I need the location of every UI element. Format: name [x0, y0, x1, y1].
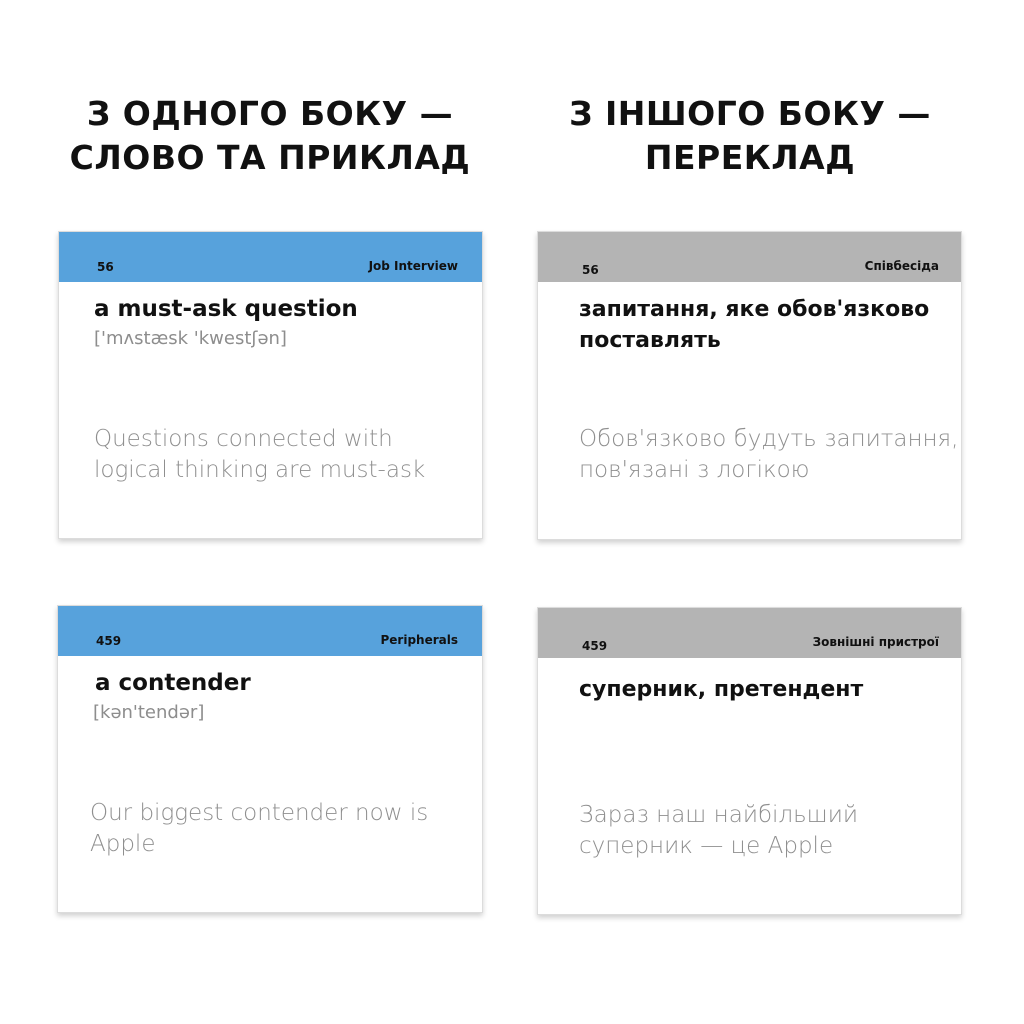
- back-side-heading-line-2: ПЕРЕКЛАД: [644, 138, 856, 177]
- flashcard-back-56[interactable]: [537, 231, 962, 540]
- card-header: [58, 606, 482, 656]
- card-number: 459: [96, 634, 122, 648]
- front-side-heading: [40, 92, 500, 180]
- card-phonetic: [kən'tendər]: [93, 702, 205, 723]
- flashcard-front-459[interactable]: [57, 605, 483, 913]
- card-example: Обов'язково будуть запитання, пов'язані з логікою: [579, 426, 959, 483]
- front-side-heading-line-2: СЛОВО ТА ПРИКЛАД: [69, 138, 471, 177]
- card-example: Our biggest contender now is Apple: [90, 800, 429, 857]
- flashcard-front-56[interactable]: [58, 231, 483, 539]
- card-term: a must-ask question: [94, 296, 358, 322]
- card-translation: суперник, претендент: [579, 677, 864, 702]
- card-header: [538, 232, 961, 282]
- card-phonetic: ['mʌstæsk 'kwestʃən]: [94, 328, 287, 349]
- card-topic: Зовнішні пристрої: [812, 635, 939, 649]
- card-topic: Job Interview: [368, 259, 458, 273]
- card-header: [59, 232, 482, 282]
- card-topic: Peripherals: [380, 633, 458, 647]
- card-number: 56: [97, 260, 114, 274]
- front-side-heading-line-1: З ОДНОГО БОКУ —: [86, 94, 454, 133]
- card-header: [538, 608, 961, 658]
- card-number: 56: [582, 263, 599, 277]
- card-example: Зараз наш найбільший суперник — це Apple: [579, 802, 859, 859]
- card-translation: запитання, яке обов'язково поставлять: [579, 297, 930, 353]
- card-number: 459: [582, 639, 608, 653]
- back-side-heading-line-1: З ІНШОГО БОКУ —: [569, 94, 931, 133]
- card-topic: Співбесіда: [864, 259, 939, 273]
- flashcard-back-459[interactable]: [537, 607, 962, 915]
- back-side-heading: [520, 92, 980, 180]
- card-term: a contender: [95, 670, 251, 696]
- card-example: Questions connected with logical thinking are must-ask: [94, 426, 426, 483]
